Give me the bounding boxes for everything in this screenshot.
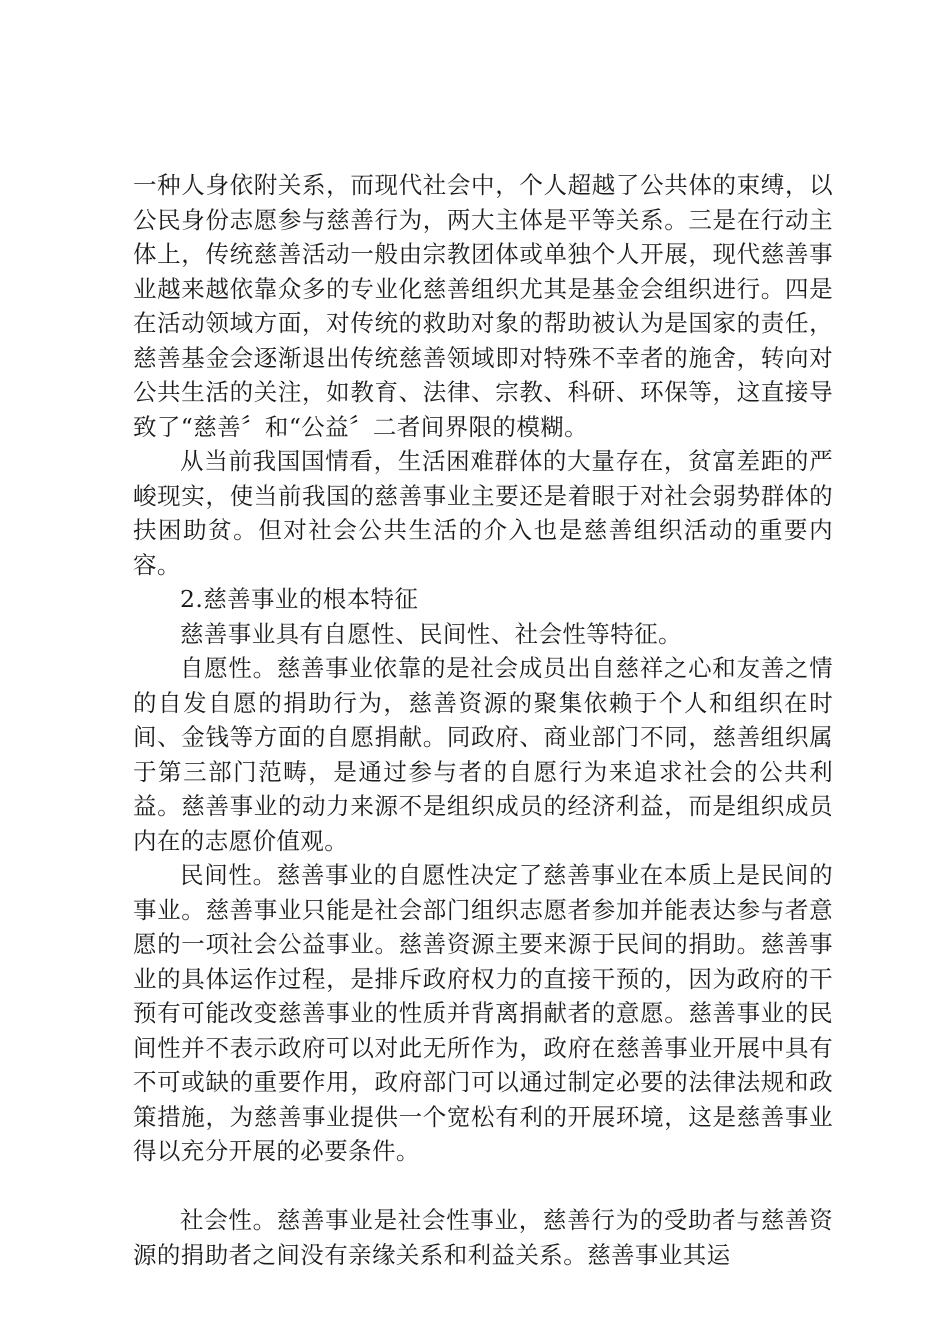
paragraph-continuation: 一种人身依附关系，而现代社会中，个人超越了公共体的束缚，以公民身份志愿参与慈善行为，两大主体是平等关系。三是在行动主体上，传统慈善活动一般由宗教团体或单独个人开展，现代慈善事业越来越依靠众多的专业化慈善组织尤其是基金会组织进行。四是在活动领域方面，对传统的救助对象的帮助被认为是国家的责任，慈善基金会逐渐退出传统慈善领域即对特殊不幸者的施舍，转向对公共生活的关注，如教育、法律、宗教、科研、环保等，这直接导致了“慈善〞和“公益〞二者间界限的模糊。 (133, 171, 833, 441)
paragraph-features-summary: 慈善事业具有自愿性、民间性、社会性等特征。 (180, 619, 682, 648)
paragraph-social-nature: 社会性。慈善事业是社会性事业，慈善行为的受助者与慈善资源的捐助者之间没有亲缘关系和利益关系。慈善事业其运 (133, 1206, 833, 1269)
section-heading: 2.慈善事业的根本特征 (180, 585, 419, 613)
document-body (133, 168, 833, 1272)
paragraph-voluntariness: 自愿性。慈善事业依靠的是社会成员出自慈祥之心和友善之情的自发自愿的捐助行为，慈善资源的聚集依赖于个人和组织在时间、金钱等方面的自愿捐献。同政府、商业部门不同，慈善组织属于第三部门范畴，是通过参与者的自愿行为来追求社会的公共利益。慈善事业的动力来源不是组织成员的经济利益，而是组织成员内在的志愿价值观。 (133, 654, 833, 855)
paragraph-current-situation: 从当前我国国情看，生活困难群体的大量存在，贫富差距的严峻现实，使当前我国的慈善事业主要还是着眼于对社会弱势群体的扶困助贫。但对社会公共生活的介入也是慈善组织活动的重要内容。 (133, 447, 833, 579)
paragraph-non-governmental: 民间性。慈善事业的自愿性决定了慈善事业在本质上是民间的事业。慈善事业只能是社会部门组织志愿者参加并能表达参与者意愿的一项社会公益事业。慈善资源主要来源于民间的捐助。慈善事业的具体运作过程，是排斥政府权力的直接干预的，因为政府的干预有可能改变慈善事业的性质并背离捐献者的意愿。慈善事业的民间性并不表示政府可以对此无所作为，政府在慈善事业开展中具有不可或缺的重要作用，政府部门可以通过制定必要的法律法规和政策措施，为慈善事业提供一个宽松有利的开展环境，这是慈善事业得以充分开展的必要条件。 (133, 861, 833, 1165)
